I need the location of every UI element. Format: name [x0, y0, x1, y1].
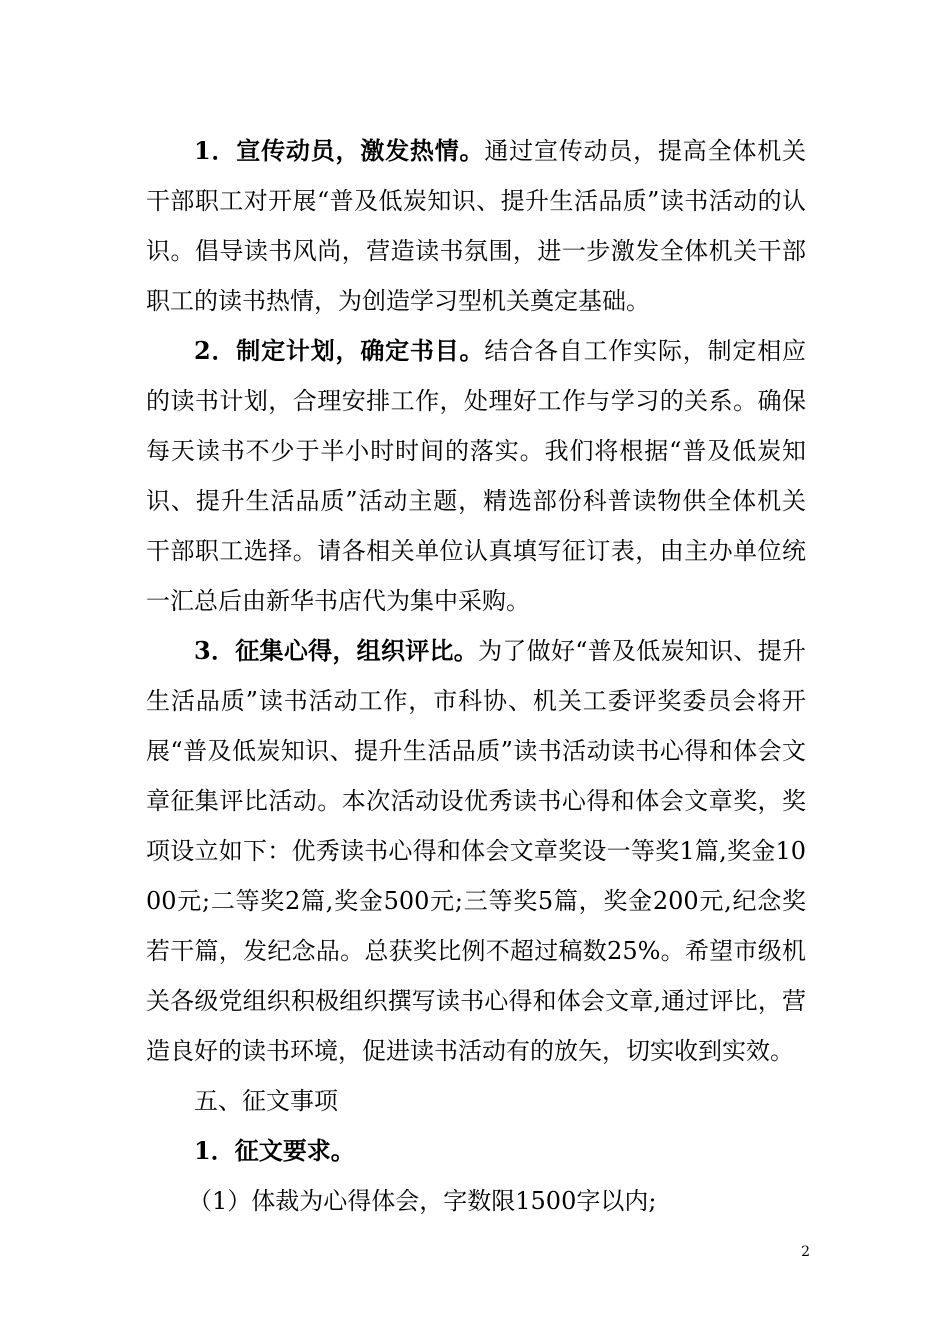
paragraph-publicity	[146, 126, 806, 326]
paragraph-lead: 3．征集心得，组织评比。	[194, 636, 479, 665]
paragraph-text: 为了做好“普及低炭知识、提升生活品质”读书活动工作，市科协、机关工委评奖委员会将开展“普及低炭知识、提升生活品质”读书活动读书心得和体会文章征集评比活动。本次活动设优秀读书心得和体会文章奖，奖项设立如下：优秀读书心得和体会文章奖设一等奖1篇,奖金1000元;二等奖2篇,奖金500元;三等奖5篇，奖金200元,纪念奖若干篇，发纪念品。总获奖比例不超过稿数25%。希望市级机关各级党组织积极组织撰写读书心得和体会文章,通过评比，营造良好的读书环境，促进读书活动有的放矢，切实收到实效。	[146, 637, 806, 1065]
paragraph-text: 通过宣传动员，提高全体机关干部职工对开展“普及低炭知识、提升生活品质”读书活动的认识。倡导读书风尚，营造读书氛围，进一步激发全体机关干部职工的读书热情，为创造学习型机关奠定基础。	[146, 137, 807, 315]
requirement-item: （1）体裁为心得体会，字数限1500字以内;	[188, 1187, 657, 1215]
page-number: 2	[801, 1244, 810, 1260]
paragraph-lead: 2．制定计划，确定书目。	[194, 336, 485, 365]
paragraph-plan	[146, 326, 806, 626]
paragraph-text: 结合各自工作实际，制定相应的读书计划，合理安排工作，处理好工作与学习的关系。确保每天读书不少于半小时时间的落实。我们将根据“普及低炭知识、提升生活品质”活动主题，精选部份科普读物供全体机关干部职工选择。请各相关单位认真填写征订表，由主办单位统一汇总后由新华书店代为集中采购。	[146, 337, 807, 615]
paragraph-lead: 1．宣传动员，激发热情。	[194, 136, 485, 165]
section-heading: 五、征文事项	[194, 1087, 338, 1115]
document-body	[146, 126, 806, 1226]
subheading: 1．征文要求。	[194, 1136, 355, 1165]
paragraph-collection	[146, 626, 806, 1076]
